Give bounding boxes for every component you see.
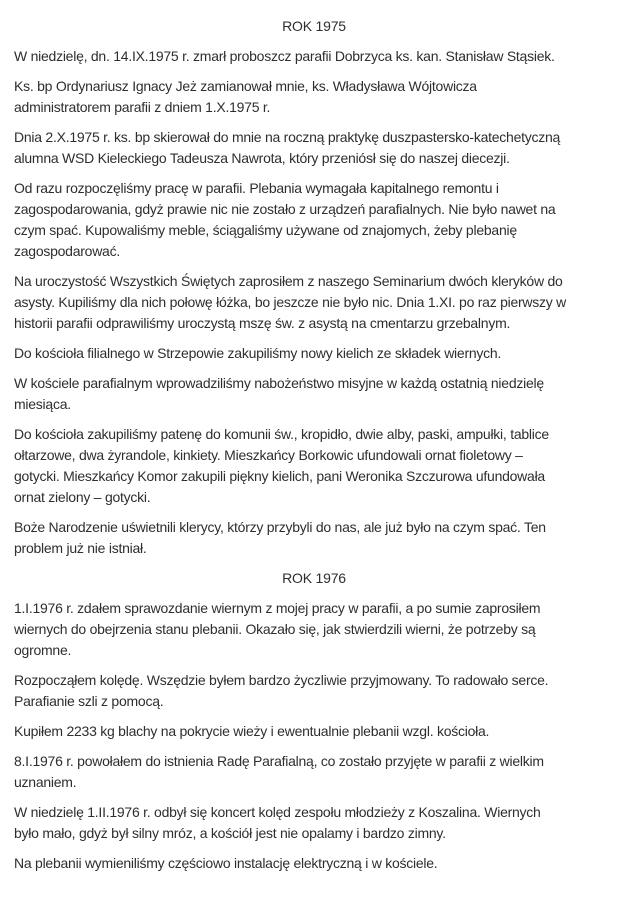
text-line: było mało, gdyż był silny mróz, a kościół jest nie opalamy i bardzo zimny. [14,825,446,841]
text-line: Na plebanii wymieniliśmy częściowo instalację elektryczną i w kościele. [14,855,438,871]
text-line: 1.I.1976 r. zdałem sprawozdanie wiernym z mojej pracy w parafii, a po sumie zaprosiłem [14,600,541,616]
paragraph [14,751,614,793]
paragraph [14,670,614,712]
text-line: Od razu rozpoczęliśmy pracę w parafii. Plebania wymagała kapitalnego remontu i [14,180,499,196]
text-line: Rozpocząłem kolędę. Wszędzie byłem bardzo życzliwie przyjmowany. To radowało serce. [14,672,549,688]
text-line: czym spać. Kupowaliśmy meble, ściągaliśmy używane od znajomych, żeby plebanię [14,222,517,238]
text-line: problem już nie istniał. [14,540,147,556]
paragraph [14,178,614,262]
document-page [14,16,614,883]
paragraph [14,517,614,559]
paragraph [14,424,614,508]
paragraph [14,271,614,334]
text-line: miesiąca. [14,396,71,412]
section-heading: ROK 1976 [282,570,346,586]
paragraph [14,46,614,67]
paragraph [14,802,614,844]
text-line: administratorem parafii z dniem 1.X.1975 r. [14,99,271,115]
text-line: Dnia 2.X.1975 r. ks. bp skierował do mnie na roczną praktykę duszpastersko-katechetyczną [14,129,561,145]
section-heading: ROK 1975 [282,18,346,34]
paragraph [14,127,614,169]
text-line: ołtarzowe, dwa żyrandole, kinkiety. Mieszkańcy Borkowic ufundowali ornat fioletowy – [14,447,523,463]
paragraph [14,721,614,742]
text-line: alumna WSD Kieleckiego Tadeusza Nawrota, który przeniósł się do naszej diecezji. [14,150,510,166]
paragraph [14,76,614,118]
text-line: Parafianie szli z pomocą. [14,693,164,709]
text-line: ogromne. [14,642,72,658]
text-line: W kościele parafialnym wprowadziliśmy nabożeństwo misyjne w każdą ostatnią niedzielę [14,375,544,391]
text-line: Na uroczystość Wszystkich Świętych zaprosiłem z naszego Seminarium dwóch kleryków do [14,273,563,289]
text-line: 8.I.1976 r. powołałem do istnienia Radę Parafialną, co zostało przyjęte w parafii z wielkim [14,753,544,769]
text-line: Do kościoła filialnego w Strzepowie zakupiliśmy nowy kielich ze składek wiernych. [14,345,502,361]
text-line: Kupiłem 2233 kg blachy na pokrycie wieży i ewentualnie plebanii wzgl. kościoła. [14,723,490,739]
text-line: gotycki. Mieszkańcy Komor zakupili piękny kielich, pani Weronika Szczurowa ufundowała [14,468,545,484]
paragraph [14,373,614,415]
text-line: W niedzielę 1.II.1976 r. odbył się koncert kolęd zespołu młodzieży z Koszalina. Wiernych [14,804,541,820]
text-line: uznaniem. [14,774,77,790]
text-line: Boże Narodzenie uświetnili klerycy, którzy przybyli do nas, ale już było na czym spać. Ten [14,519,546,535]
text-line: Do kościoła zakupiliśmy patenę do komunii św., kropidło, dwie alby, paski, ampułki, tablice [14,426,549,442]
text-line: Ks. bp Ordynariusz Ignacy Jeż zamianował mnie, ks. Władysława Wójtowicza [14,78,477,94]
text-line: wiernych do obejrzenia stanu plebanii. Okazało się, jak stwierdzili wierni, że potrzeby są [14,621,536,637]
text-line: asysty. Kupiliśmy dla nich połowę łóżka, bo jeszcze nie było nic. Dnia 1.XI. po raz pierwszy w [14,294,567,310]
text-line: historii parafii odprawiliśmy uroczystą mszę św. z asystą na cmentarzu grzebalnym. [14,315,511,331]
text-line: zagospodarować. [14,243,120,259]
text-line: W niedzielę, dn. 14.IX.1975 r. zmarł proboszcz parafii Dobrzyca ks. kan. Stanisław Stąsiek. [14,48,555,64]
paragraph [14,343,614,364]
paragraph [14,853,614,874]
text-line: zagospodarowania, gdyż prawie nic nie zostało z urządzeń parafialnych. Nie było nawet na [14,201,556,217]
text-line: ornat zielony – gotycki. [14,489,151,505]
paragraph [14,598,614,661]
